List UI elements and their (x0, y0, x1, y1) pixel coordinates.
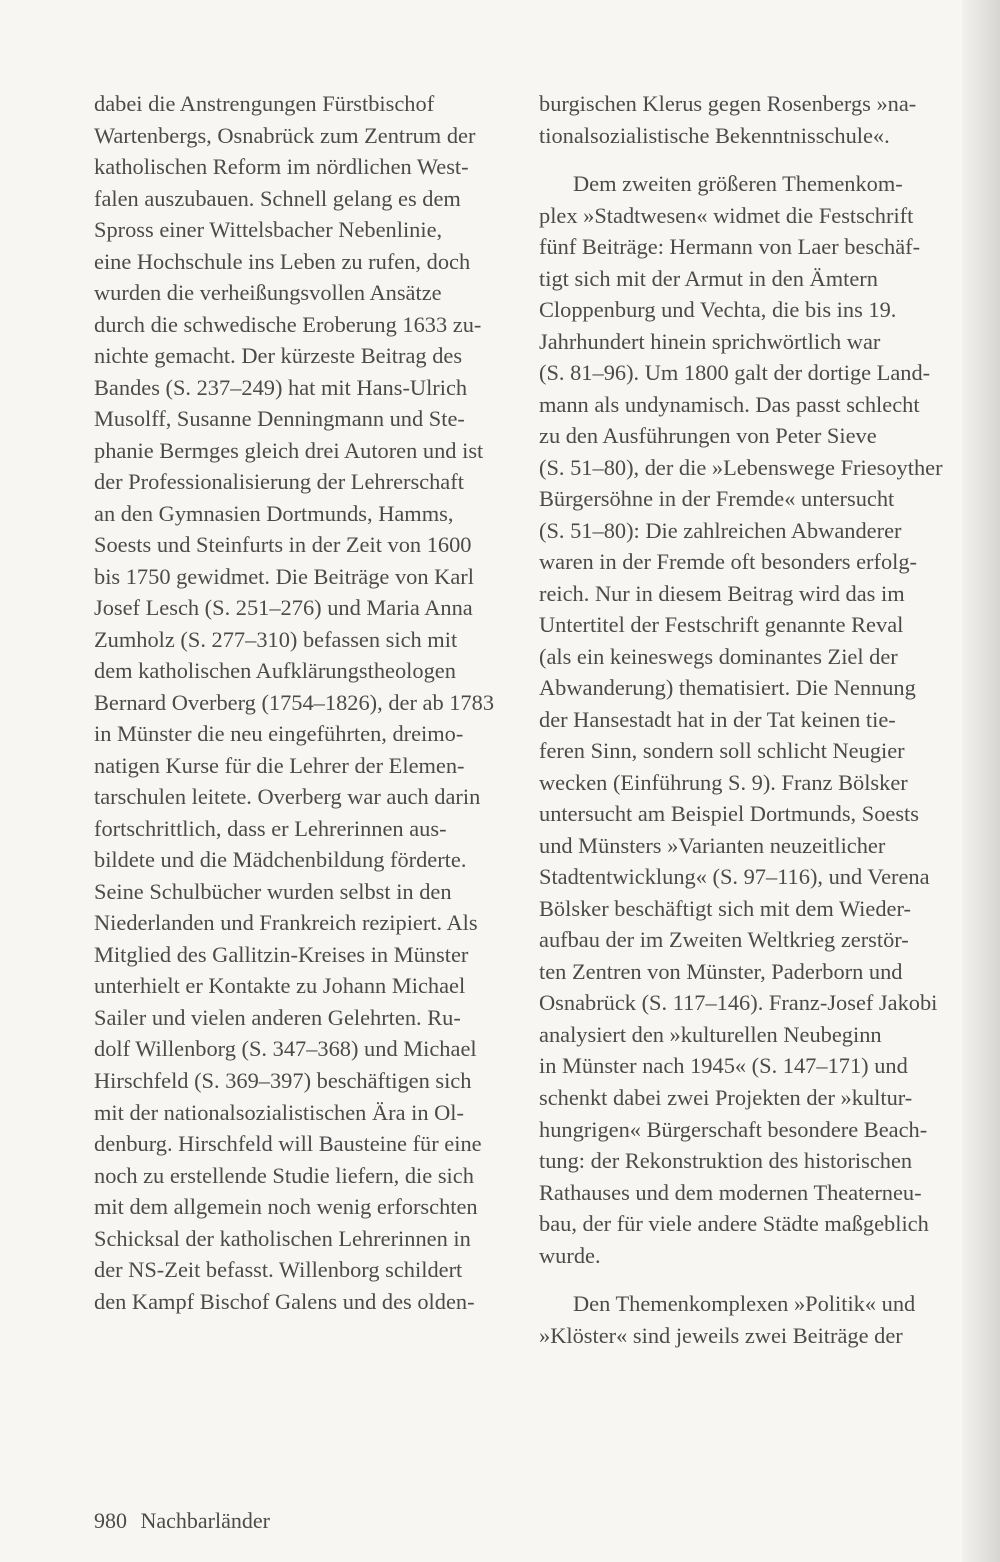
text-line: reich. Nur in diesem Beitrag wird das im (539, 580, 905, 606)
text-line: (S. 81–96). Um 1800 galt der dortige Land- (539, 360, 931, 386)
text-line: Soests und Steinfurts in der Zeit von 1600 (94, 532, 472, 558)
text-line: denburg. Hirschfeld will Bausteine für eine (94, 1131, 482, 1157)
text-line: phanie Bermges gleich drei Autoren und ist (94, 437, 484, 463)
text-line: bau, der für viele andere Städte maßgeblich (539, 1211, 929, 1237)
text-line: dolf Willenborg (S. 347–368) und Michael (94, 1036, 477, 1062)
text-line: Spross einer Wittelsbacher Nebenlinie, (94, 217, 443, 243)
text-line: mit dem allgemein noch wenig erforschten (94, 1194, 478, 1220)
text-line: tarschulen leitete. Overberg war auch darin (94, 784, 481, 810)
text-line: der Professionalisierung der Lehrerschaft (94, 469, 464, 495)
text-line: Abwanderung) thematisiert. Die Nennung (539, 675, 916, 701)
page-footer (94, 1508, 270, 1534)
text-line: Dem zweiten größeren Themenkom- (573, 171, 903, 197)
text-line: wurde. (539, 1242, 601, 1268)
text-line: tionalsozialistische Bekenntnisschule«. (539, 122, 890, 148)
text-line: Niederlanden und Frankreich rezipiert. Als (94, 910, 478, 936)
text-line: (S. 51–80), der die »Lebenswege Friesoyther (539, 454, 943, 480)
text-line: Bernard Overberg (1754–1826), der ab 1783 (94, 689, 495, 715)
text-line: katholischen Reform im nördlichen West- (94, 154, 469, 180)
text-line: durch die schwedische Eroberung 1633 zu- (94, 311, 482, 337)
text-line: (S. 51–80): Die zahlreichen Abwanderer (539, 517, 902, 543)
page-number: 980 (94, 1508, 127, 1533)
text-line: dabei die Anstrengungen Fürstbischof (94, 91, 435, 116)
text-line: Osnabrück (S. 117–146). Franz-Josef Jakobi (539, 990, 938, 1016)
text-line: falen auszubauen. Schnell gelang es dem (94, 185, 461, 211)
text-line: Zumholz (S. 277–310) befassen sich mit (94, 626, 458, 652)
text-line: natigen Kurse für die Lehrer der Elemen- (94, 752, 465, 778)
text-line: untersucht am Beispiel Dortmunds, Soests (539, 801, 919, 827)
text-line: fortschrittlich, dass er Lehrerinnen aus- (94, 815, 447, 841)
text-line: Cloppenburg und Vechta, die bis ins 19. (539, 297, 897, 323)
text-line: an den Gymnasien Dortmunds, Hamms, (94, 500, 454, 526)
text-line: unterhielt er Kontakte zu Johann Michael (94, 973, 466, 999)
text-line: Wartenbergs, Osnabrück zum Zentrum der (94, 122, 476, 148)
text-line: Bürgersöhne in der Fremde« untersucht (539, 486, 895, 512)
text-line: Den Themenkomplexen »Politik« und (573, 1291, 916, 1317)
text-line: zu den Ausführungen von Peter Sieve (539, 423, 877, 449)
text-line: und Münsters »Varianten neuzeitlicher (539, 832, 886, 858)
text-line: wurden die verheißungsvollen Ansätze (94, 280, 442, 306)
text-line: Sailer und vielen anderen Gelehrten. Ru- (94, 1004, 461, 1030)
text-line: Josef Lesch (S. 251–276) und Maria Anna (94, 595, 473, 621)
text-line: tigt sich mit der Armut in den Ämtern (539, 265, 878, 291)
text-line: in Münster die neu eingeführten, dreimo- (94, 721, 464, 747)
text-line: Hirschfeld (S. 369–397) beschäftigen sich (94, 1067, 472, 1093)
text-line: eine Hochschule ins Leben zu rufen, doch (94, 248, 471, 274)
text-line: »Klöster« sind jeweils zwei Beiträge der (539, 1322, 903, 1348)
text-line: wecken (Einführung S. 9). Franz Bölsker (539, 769, 908, 795)
text-line: (als ein keineswegs dominantes Ziel der (539, 643, 898, 669)
text-line: in Münster nach 1945« (S. 147–171) und (539, 1053, 908, 1079)
text-line: schenkt dabei zwei Projekten der »kultur- (539, 1084, 913, 1110)
text-line: feren Sinn, sondern soll schlicht Neugier (539, 738, 905, 764)
text-line: mit der nationalsozialistischen Ära in Ol- (94, 1099, 464, 1125)
text-line: Schicksal der katholischen Lehrerinnen in (94, 1225, 471, 1251)
text-line: waren in der Fremde oft besonders erfolg- (539, 549, 918, 575)
text-line: analysiert den »kulturellen Neubeginn (539, 1021, 882, 1047)
text-line: burgischen Klerus gegen Rosenbergs »na- (539, 91, 917, 116)
running-head: Nachbarländer (140, 1508, 270, 1533)
text-line: bildete und die Mädchenbildung förderte. (94, 847, 467, 873)
text-line: bis 1750 gewidmet. Die Beiträge von Karl (94, 563, 474, 589)
text-line: plex »Stadtwesen« widmet die Festschrift (539, 202, 914, 228)
text-line: Musolff, Susanne Denningmann und Ste- (94, 406, 465, 432)
text-line: Stadtentwicklung« (S. 97–116), und Verena (539, 864, 930, 890)
right-text-column (539, 88, 969, 1351)
text-line: Bandes (S. 237–249) hat mit Hans-Ulrich (94, 374, 468, 400)
text-line: der NS-Zeit befasst. Willenborg schildert (94, 1257, 463, 1283)
text-line: mann als undynamisch. Das passt schlecht (539, 391, 920, 417)
text-line: noch zu erstellende Studie liefern, die sich (94, 1162, 474, 1188)
text-line: Untertitel der Festschrift genannte Reval (539, 612, 904, 638)
text-line: dem katholischen Aufklärungstheologen (94, 658, 456, 684)
text-line: Rathauses und dem modernen Theaterneu- (539, 1179, 922, 1205)
text-line: Seine Schulbücher wurden selbst in den (94, 878, 452, 904)
text-line: Mitglied des Gallitzin-Kreises in Münster (94, 941, 469, 967)
text-line: hungrigen« Bürgerschaft besondere Beach- (539, 1116, 928, 1142)
text-line: fünf Beiträge: Hermann von Laer beschäf- (539, 234, 921, 260)
text-line: Jahrhundert hinein sprichwörtlich war (539, 328, 881, 354)
text-line: Bölsker beschäftigt sich mit dem Wieder- (539, 895, 911, 921)
text-line: ten Zentren von Münster, Paderborn und (539, 958, 903, 984)
left-text-column (94, 88, 524, 1317)
text-line: der Hansestadt hat in der Tat keinen tie- (539, 706, 896, 732)
text-line: aufbau der im Zweiten Weltkrieg zerstör- (539, 927, 909, 953)
text-line: nichte gemacht. Der kürzeste Beitrag des (94, 343, 463, 369)
text-line: tung: der Rekonstruktion des historischen (539, 1148, 913, 1174)
text-line: den Kampf Bischof Galens und des olden- (94, 1288, 475, 1314)
